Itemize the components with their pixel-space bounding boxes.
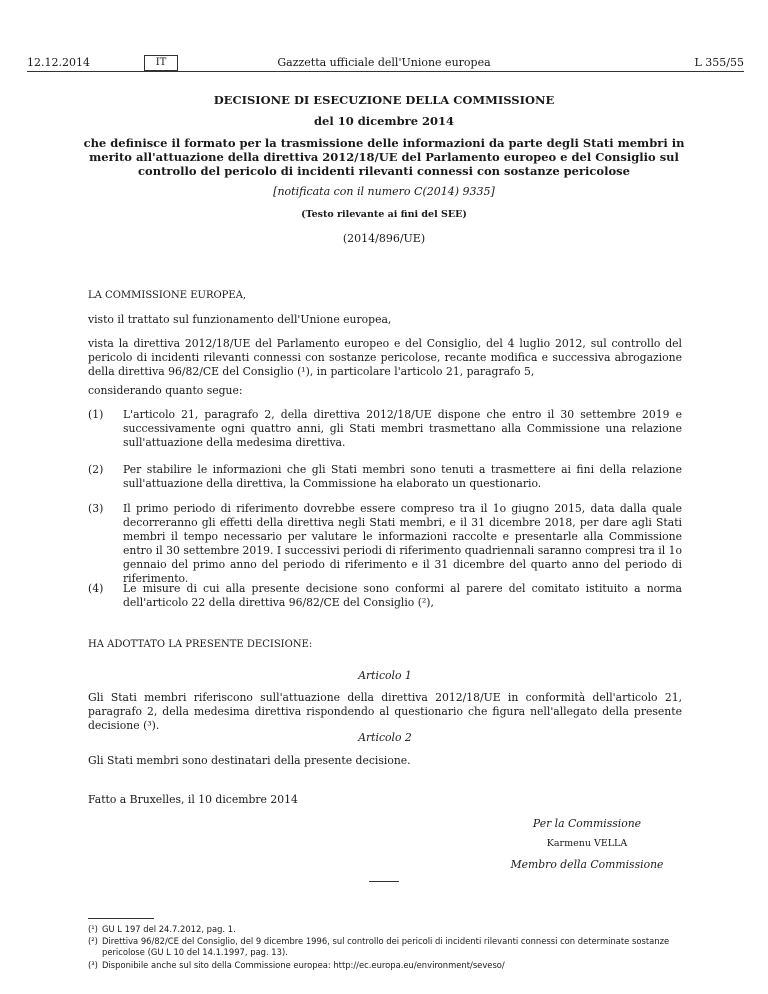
decision-code: (2014/896/UE) bbox=[342, 232, 426, 245]
adopted-heading: HA ADOTTATO LA PRESENTE DECISIONE: bbox=[88, 639, 313, 650]
footnote bbox=[88, 924, 688, 935]
decision-date: del 10 dicembre 2014 bbox=[313, 114, 455, 128]
footnote-divider bbox=[88, 918, 154, 919]
footnote-text: GU L 197 del 24.7.2012, pag. 1. bbox=[102, 924, 236, 934]
eea-relevance: (Testo rilevante ai fini del SEE) bbox=[301, 209, 467, 220]
recital-number: (1) bbox=[88, 408, 104, 421]
footnote-mark: (¹) bbox=[88, 924, 98, 934]
signatory-name: Karmenu VELLA bbox=[546, 838, 628, 849]
recital-text: L'articolo 21, paragrafo 2, della direttiva 2012/18/UE dispone che entro il 30 settembre 2019 e successivamente ogni quattro anni, gli Stati membri trasmettano alla Commissione una relazione sull'attuazione della medesima direttiva. bbox=[123, 408, 682, 449]
footnote-text: Disponibile anche sul sito della Commissione europea: http://ec.europa.eu/environment/seveso/ bbox=[102, 960, 505, 970]
article-1-text: Gli Stati membri riferiscono sull'attuazione della direttiva 2012/18/UE in conformità dell'articolo 21, paragrafo 2, della medesima direttiva rispondendo al questionario che figura nell'allegato della presente decisione (³). bbox=[88, 691, 682, 732]
signature-for: Per la Commissione bbox=[532, 817, 642, 830]
recital-number: (2) bbox=[88, 463, 104, 476]
end-divider bbox=[369, 881, 399, 882]
header-divider bbox=[27, 71, 744, 72]
article-2-text: Gli Stati membri sono destinatari della presente decisione. bbox=[88, 754, 411, 767]
header-date: 12.12.2014 bbox=[27, 56, 90, 69]
recital-number: (4) bbox=[88, 582, 104, 595]
decision-title: DECISIONE DI ESECUZIONE DELLA COMMISSIONE bbox=[213, 93, 555, 107]
notification-number: [notificata con il numero C(2014) 9335] bbox=[273, 185, 495, 198]
language-badge: IT bbox=[144, 55, 178, 71]
recital-text: Le misure di cui alla presente decisione sono conformi al parere del comitato istituito a norma dell'articolo 22 della direttiva 96/82/CE del Consiglio (²), bbox=[123, 582, 682, 609]
recital-number: (3) bbox=[88, 502, 104, 515]
footnote bbox=[88, 936, 688, 958]
recital-text: Per stabilire le informazioni che gli Stati membri sono tenuti a trasmettere ai fini della relazione sull'attuazione della direttiva, la Commissione ha elaborato un questionario. bbox=[123, 463, 682, 490]
footnote-mark: (³) bbox=[88, 960, 98, 970]
header-reference: L 355/55 bbox=[694, 56, 744, 69]
footnote-text: Direttiva 96/82/CE del Consiglio, del 9 dicembre 1996, sul controllo dei pericoli di incidenti rilevanti connessi con determinate sostanze pericolose (GU L 10 del 14.1.1997, pag. 13). bbox=[102, 936, 670, 957]
decision-subject: che definisce il formato per la trasmissione delle informazioni da parte degli Stati membri in merito all'attuazione della direttiva 2012/18/UE del Parlamento europeo e del Consiglio sul controllo del pericolo di incidenti rilevanti connessi con sostanze pericolose bbox=[83, 136, 685, 178]
footnote bbox=[88, 960, 688, 971]
footnote-mark: (²) bbox=[88, 936, 98, 946]
commission-heading: LA COMMISSIONE EUROPEA, bbox=[88, 290, 247, 301]
article-2-title: Articolo 2 bbox=[358, 731, 412, 744]
place-date: Fatto a Bruxelles, il 10 dicembre 2014 bbox=[88, 793, 298, 806]
citation-directive: vista la direttiva 2012/18/UE del Parlamento europeo e del Consiglio, del 4 luglio 2012, sul controllo del pericolo di incidenti rilevanti connessi con sostanze pericolose, recante modifica e successiva abrogazione della direttiva 96/82/CE del Consiglio (¹), in particolare l'articolo 21, paragrafo 5, bbox=[88, 337, 682, 378]
journal-title: Gazzetta ufficiale dell'Unione europea bbox=[277, 56, 491, 69]
article-1-title: Articolo 1 bbox=[358, 669, 412, 682]
signatory-role: Membro della Commissione bbox=[510, 858, 664, 871]
recital-text: Il primo periodo di riferimento dovrebbe essere compreso tra il 1o giugno 2015, data dalla quale decorreranno gli effetti della direttiva negli Stati membri, e il 31 dicembre 2018, per dare agli Stati membri il tempo necessario per valutare le informazioni raccolte e presentarle alla Commissione entro il 30 settembre 2019. I successivi periodi di riferimento quadriennali saranno compresi tra il 1o gennaio del primo anno del periodo di riferimento e il 31 dicembre del quarto anno del periodo di riferimento. bbox=[123, 502, 682, 585]
considering-heading: considerando quanto segue: bbox=[88, 384, 243, 397]
citation-treaty: visto il trattato sul funzionamento dell'Unione europea, bbox=[88, 313, 392, 326]
